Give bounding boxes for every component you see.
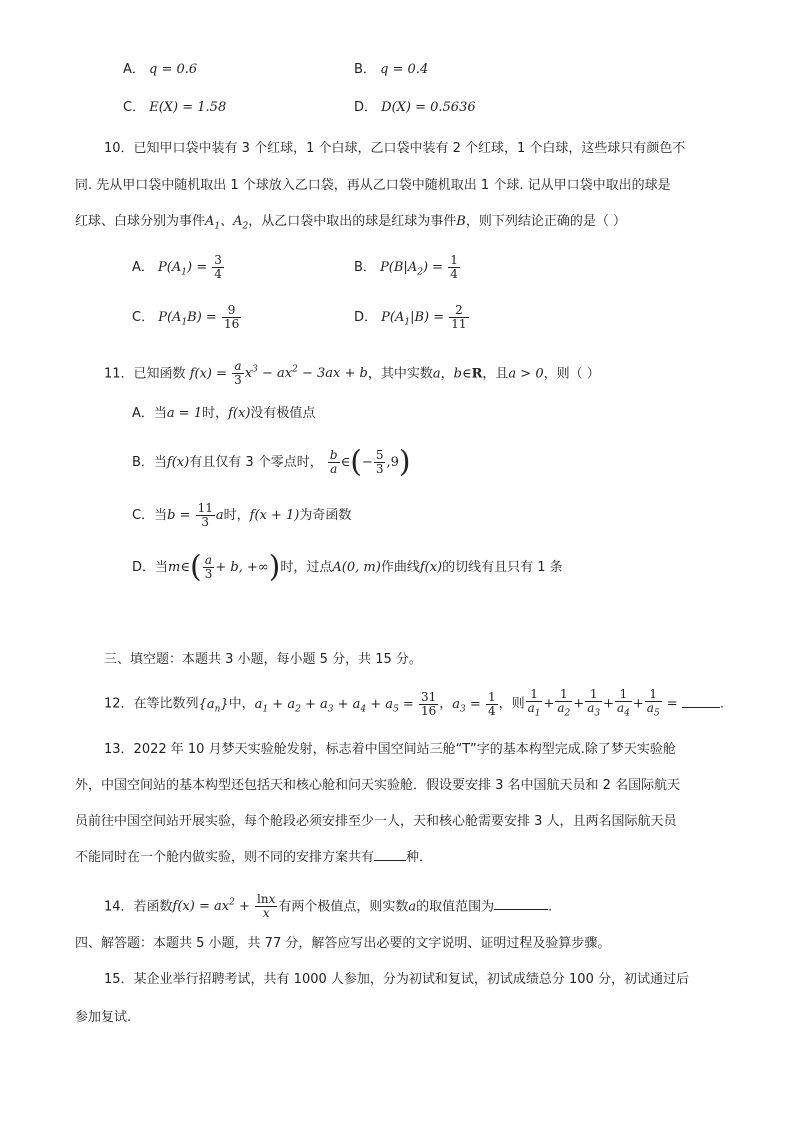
q10-option-d — [354, 302, 470, 339]
option-expr: + b, +∞ — [215, 560, 269, 575]
q10-line-2: 同. 先从甲口袋中随机取出 1 个球放入乙口袋，再从乙口袋中随机取出 1 个球. 记从甲口袋中取出的球是 — [75, 178, 671, 193]
fraction — [419, 691, 438, 718]
option-expr: $P(A_1B)$ = — [158, 310, 217, 328]
function-expr-tail: $x^3 - ax^2 - 3ax + b$ — [244, 365, 368, 382]
variable: a — [432, 366, 441, 382]
option-expr: D(X) = 0.5636 — [381, 100, 476, 115]
fraction-numerator: 1 — [487, 689, 496, 704]
fraction-numerator: 11 — [197, 501, 213, 515]
fraction — [212, 254, 224, 281]
fraction — [203, 554, 215, 581]
option-expr: a — [215, 508, 224, 523]
q13-line-1: 13．2022 年 10 月梦天实验舱发射，标志着中国空间站三舱“T”字的基本构型完成.除了梦天实验舱 — [104, 742, 676, 757]
fraction-denominator: 3 — [234, 373, 242, 388]
q13-text: 种． — [406, 850, 433, 865]
fraction-denominator: 11 — [451, 317, 467, 331]
fraction-denominator: 4 — [450, 267, 458, 281]
fraction-denominator: 16 — [420, 703, 437, 718]
q13-line-2: 外，中国空间站的基本构型还包括天和核心舱和问天实验舱．假设要安排 3 名中国航天员和 2 名国际航天 — [75, 778, 681, 793]
q11-option-b — [132, 446, 411, 480]
option-label: C． — [132, 310, 155, 325]
fraction-numerator: 1 — [526, 688, 543, 702]
fraction — [585, 688, 602, 720]
q15-line-2: 参加复试. — [75, 1010, 132, 1025]
q12: 12．在等比数列$\{a_n\}$中，$a_1 + a_2 + a_3 + a_4 + a_5$ = $\frac{31}{16}$ ，$a_3$ = $\frac{1}{4}$ ，则 $\frac{1}{a_1}$ + $\frac{1}{a_2}$ + $\frac{1}{a_3}$ + $\frac{1}{a_4}$ + $\frac{1}{a_5}$ = . — [104, 687, 724, 719]
option-text: 的切线有且只有 1 条 — [442, 560, 563, 575]
option-expr: f(x) — [166, 455, 190, 470]
option-expr: m — [168, 560, 181, 575]
paren-open: ( — [189, 549, 202, 585]
q9-option-b — [354, 60, 428, 80]
fraction-denominator: $a_3$ — [587, 701, 601, 719]
q11-option-d — [132, 550, 563, 586]
fraction-denominator: a — [330, 462, 338, 476]
function-expr: f(x) = — [189, 366, 227, 382]
fraction-denominator: 3 — [375, 462, 384, 476]
q10-text: ，从乙口袋中取出的球是红球为事件 — [248, 214, 457, 229]
option-label: C． — [123, 100, 146, 115]
fraction-denominator: 4 — [214, 267, 222, 281]
fraction-numerator: 9 — [222, 304, 241, 318]
option-expr: E(X) = 1.58 — [149, 100, 227, 115]
set-membership: b — [453, 366, 462, 382]
q11-option-c — [132, 500, 351, 532]
fraction — [232, 360, 244, 387]
q12-text: ，则 — [498, 696, 525, 712]
event-symbol: B — [456, 214, 466, 229]
option-label: A． — [123, 62, 145, 77]
fraction-numerator: 3 — [214, 253, 222, 267]
q13-line-3: 员前往中国空间站开展实验，每个舱段必须安排至少一人，天和核心舱需要安排 3 人，且两名国际航天员 — [75, 814, 677, 829]
q11-text: ，则（ ） — [543, 366, 600, 382]
option-expr: − — [361, 455, 373, 470]
fraction-denominator: $a_1$ — [527, 701, 541, 719]
section-4-heading: 四、解答题：本题共 5 小题，共 77 分，解答应写出必要的文字说明、证明过程及验算步骤。 — [75, 936, 611, 951]
q14-text: 有两个极值点，则实数 — [278, 899, 409, 915]
option-expr: ∈ — [340, 455, 351, 470]
option-label: C．当 — [132, 508, 168, 523]
fraction — [555, 688, 572, 720]
option-label: A．当 — [132, 406, 167, 421]
term-expr: $a_3$ = — [452, 696, 481, 715]
paren-open: ( — [350, 444, 362, 480]
q14-text: . — [548, 899, 553, 915]
answer-blank[interactable] — [374, 848, 406, 861]
option-expr: A(0, m) — [332, 560, 381, 575]
option-expr: f(x + 1) — [249, 508, 300, 523]
q10-line-1: 10．已知甲口袋中装有 3 个红球，1 个白球，乙口袋中装有 2 个红球，1 个白球，这些球只有颜色不 — [104, 141, 686, 156]
option-expr: f(x) — [228, 406, 251, 421]
option-expr: f(x) — [419, 560, 443, 575]
q10-text: 红球、白球分别为事件 — [75, 214, 206, 229]
fraction — [448, 254, 460, 281]
fraction-numerator: 2 — [449, 304, 468, 318]
option-text: 时， — [223, 508, 250, 523]
set-membership: ∈R — [461, 366, 483, 382]
option-expr: b = — [167, 508, 191, 523]
option-expr: $P(A_1|B)$ = — [381, 310, 445, 328]
q14-text: 14．若函数 — [104, 899, 173, 915]
fraction-denominator: $a_4$ — [616, 701, 630, 719]
fraction-denominator: 16 — [223, 317, 240, 331]
fraction-numerator: 1 — [615, 688, 632, 702]
q10-text: ，则下列结论正确的是（ ） — [465, 214, 626, 229]
fraction-numerator: 1 — [585, 688, 602, 702]
fraction — [255, 893, 277, 920]
fraction-numerator: 31 — [420, 689, 437, 704]
function-expr: $f(x) = ax^2$ + — [172, 898, 250, 915]
q11-text: ，其中实数 — [367, 366, 433, 382]
q10-option-c — [132, 302, 242, 339]
fraction-numerator: 1 — [555, 688, 572, 702]
q9-option-a — [123, 60, 197, 80]
q14 — [104, 886, 552, 924]
fraction-numerator: lnx — [256, 892, 276, 907]
option-label: B． — [354, 62, 376, 77]
fraction — [526, 688, 543, 720]
q11-option-a — [132, 404, 315, 424]
fraction-denominator: 3 — [201, 515, 210, 529]
option-label: D．当 — [132, 560, 169, 575]
paren-close: ) — [398, 444, 411, 480]
sum-expr: $a_1 + a_2 + a_3 + a_4 + a_5$ = — [254, 696, 414, 715]
fraction — [645, 688, 662, 720]
fraction — [486, 691, 498, 718]
q11-text: ，且 — [482, 366, 509, 382]
option-text: 没有极值点 — [250, 406, 316, 421]
fraction-denominator: x — [262, 906, 270, 921]
fraction-denominator: 4 — [487, 703, 496, 718]
sequence-symbol: $\{a_n\}$ — [198, 696, 229, 715]
event-symbol: $A_1$、$A_2$ — [205, 214, 249, 232]
q9-option-c — [123, 98, 226, 118]
q12-text: 中， — [228, 696, 255, 712]
option-text: 时，过点 — [280, 560, 333, 575]
q15-line-1: 15．某企业举行招聘考试，共有 1000 人参加，分为初试和复试，初试成绩总分 100 分，初试通过后 — [104, 972, 689, 987]
option-expr: ,9 — [386, 455, 399, 470]
paren-close: ) — [268, 549, 281, 585]
option-text: 作曲线 — [380, 560, 420, 575]
fraction-numerator: b — [329, 448, 338, 462]
option-label: D． — [354, 100, 378, 115]
q11-text: 11．已知函数 — [104, 366, 186, 382]
fraction-denominator: $a_5$ — [646, 701, 660, 719]
option-text: 为奇函数 — [299, 508, 352, 523]
option-expr: q = 0.4 — [380, 62, 429, 77]
fraction — [328, 449, 340, 476]
option-label: A． — [132, 260, 154, 275]
answer-blank[interactable] — [494, 897, 548, 910]
fraction-denominator: 3 — [204, 567, 213, 581]
q11-stem: 11．已知函数 f(x) = $\frac{a}{3}$ $x^3 - ax^2 - 3ax + b$，其中实数a，b∈R，且a > 0，则（ ） — [104, 359, 600, 388]
q9-option-d — [354, 98, 476, 118]
option-expr: $P(B|A_2)$ = — [380, 260, 444, 278]
fraction — [196, 502, 215, 529]
option-label: D． — [354, 310, 378, 325]
fraction — [449, 304, 468, 331]
section-3-heading: 三、填空题：本题共 3 小题，每小题 5 分，共 15 分。 — [104, 652, 422, 667]
option-text: 有且仅有 3 个零点时， — [189, 455, 323, 470]
fraction — [222, 304, 241, 331]
q10-option-a — [132, 252, 225, 289]
fraction-numerator: 5 — [375, 448, 384, 462]
answer-blank[interactable] — [682, 695, 720, 708]
fraction-numerator: a — [203, 554, 215, 568]
q14-text: 的取值范围为 — [416, 899, 495, 915]
fraction-denominator: $a_2$ — [557, 701, 571, 719]
q13-text: 不能同时在一个舱内做实验，则不同的安排方案共有 — [75, 850, 375, 865]
fraction — [374, 449, 386, 476]
option-label: B． — [354, 260, 376, 275]
condition: a > 0 — [508, 366, 544, 382]
option-text: 时， — [202, 406, 229, 421]
fraction-numerator: 1 — [645, 688, 662, 702]
option-expr: a = 1 — [166, 406, 203, 421]
q12-text: . — [719, 696, 724, 712]
option-label: B．当 — [132, 455, 167, 470]
option-expr: $P(A_1)$ = — [158, 260, 208, 278]
fraction-numerator: 1 — [450, 253, 458, 267]
option-expr: ∈ — [180, 560, 190, 575]
option-expr: q = 0.6 — [149, 62, 198, 77]
q13-line-4 — [75, 848, 432, 868]
q10-option-b — [354, 252, 461, 289]
q12-text: 12．在等比数列 — [104, 696, 199, 712]
fraction-numerator: a — [232, 360, 244, 374]
q10-line-3 — [75, 212, 626, 237]
fraction — [615, 688, 632, 720]
variable: a — [408, 899, 417, 915]
